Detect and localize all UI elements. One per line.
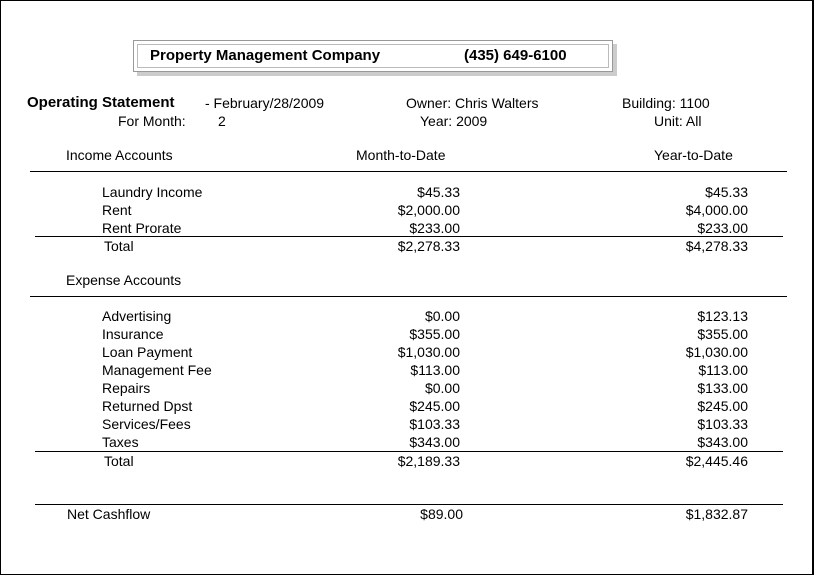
- expense-row-mtd: $113.00: [410, 362, 460, 378]
- company-phone: (435) 649-6100: [464, 47, 567, 64]
- building: Building: 1100: [622, 95, 710, 111]
- income-total-label: Total: [104, 238, 134, 254]
- divider: [30, 171, 787, 172]
- income-row-ytd: $233.00: [697, 220, 748, 236]
- expense-row-mtd: $0.00: [424, 308, 460, 324]
- expense-row-ytd: $1,030.00: [685, 344, 748, 360]
- expense-total-ytd: $2,445.46: [685, 453, 748, 469]
- income-row-mtd: $233.00: [409, 220, 460, 236]
- net-cashflow-label: Net Cashflow: [67, 506, 151, 522]
- expense-row-ytd: $245.00: [697, 398, 748, 414]
- owner: Owner: Chris Walters: [406, 95, 539, 111]
- for-month-label: For Month:: [118, 113, 186, 129]
- expense-total-label: Total: [104, 453, 134, 469]
- income-total-mtd: $2,278.33: [397, 238, 460, 254]
- divider: [30, 296, 787, 297]
- expense-accounts-header: Expense Accounts: [66, 272, 182, 288]
- net-cashflow-mtd: $89.00: [420, 506, 463, 522]
- unit: Unit: All: [654, 113, 702, 129]
- expense-row-ytd: $103.33: [697, 416, 748, 432]
- expense-total-mtd: $2,189.33: [397, 453, 460, 469]
- income-row-label: Rent Prorate: [102, 220, 182, 236]
- expense-row-ytd: $343.00: [697, 434, 748, 450]
- expense-row-label: Services/Fees: [102, 416, 191, 432]
- expense-row-ytd: $123.13: [697, 308, 748, 324]
- income-row-mtd: $2,000.00: [397, 202, 460, 218]
- statement-date: - February/28/2009: [205, 95, 325, 111]
- year-to-date-header: Year-to-Date: [654, 147, 733, 163]
- expense-row-mtd: $343.00: [409, 434, 460, 450]
- income-row-mtd: $45.33: [417, 184, 460, 200]
- expense-row-label: Repairs: [102, 380, 151, 396]
- income-total-ytd: $4,278.33: [685, 238, 748, 254]
- expense-row-ytd: $133.00: [697, 380, 748, 396]
- expense-row-mtd: $355.00: [409, 326, 460, 342]
- divider: [35, 504, 783, 505]
- expense-row-mtd: $245.00: [409, 398, 460, 414]
- company-header: [133, 40, 613, 72]
- expense-row-label: Loan Payment: [102, 344, 193, 360]
- month-to-date-header: Month-to-Date: [356, 147, 446, 163]
- divider: [35, 236, 783, 237]
- expense-row-label: Management Fee: [102, 362, 212, 378]
- expense-row-label: Insurance: [102, 326, 164, 342]
- income-row-label: Rent: [102, 202, 132, 218]
- expense-row-mtd: $0.00: [424, 380, 460, 396]
- expense-row-mtd: $1,030.00: [397, 344, 460, 360]
- statement-title: Operating Statement: [27, 94, 175, 111]
- year: Year: 2009: [420, 113, 488, 129]
- income-row-label: Laundry Income: [102, 184, 203, 200]
- company-name: Property Management Company: [150, 47, 381, 64]
- expense-row-label: Advertising: [102, 308, 172, 324]
- for-month-value: 2: [218, 113, 226, 129]
- divider: [35, 451, 783, 452]
- expense-row-label: Returned Dpst: [102, 398, 193, 414]
- expense-row-ytd: $355.00: [697, 326, 748, 342]
- income-accounts-header: Income Accounts: [66, 147, 173, 163]
- income-row-ytd: $4,000.00: [685, 202, 748, 218]
- expense-row-mtd: $103.33: [409, 416, 460, 432]
- net-cashflow-ytd: $1,832.87: [685, 506, 748, 522]
- income-row-ytd: $45.33: [705, 184, 748, 200]
- expense-row-label: Taxes: [102, 434, 139, 450]
- expense-row-ytd: $113.00: [698, 362, 748, 378]
